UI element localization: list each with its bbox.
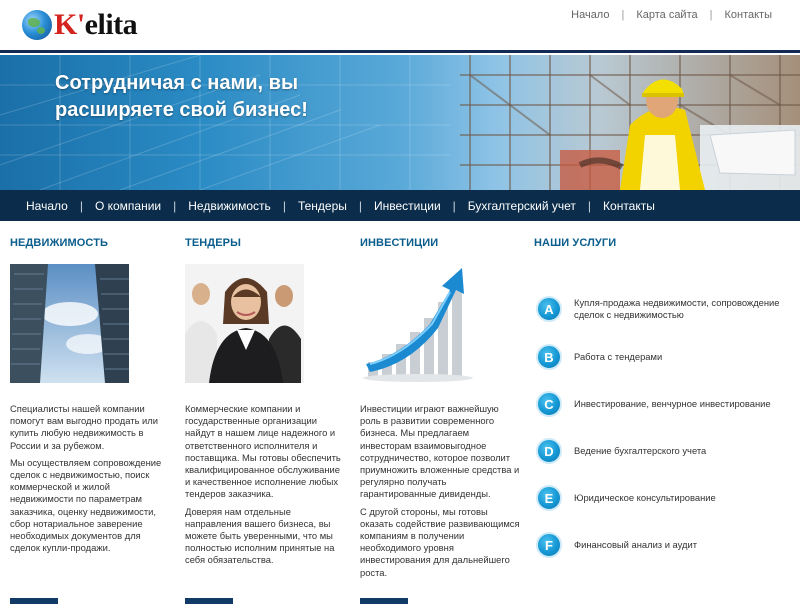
- letter-d-icon: D: [536, 438, 562, 464]
- service-label: Юридическое консультирование: [574, 491, 716, 503]
- service-label: Ведение бухгалтерского учета: [574, 444, 707, 456]
- service-item[interactable]: [536, 294, 796, 324]
- footer-accent: [185, 598, 233, 604]
- realty-paragraph-1: Специалисты нашей компании помогут вам выгодно продать или купить любую недвижимость в России и за рубежом.: [10, 403, 159, 451]
- nav-home[interactable]: Начало: [26, 198, 68, 213]
- realty-heading[interactable]: НЕДВИЖИМОСТЬ: [10, 237, 109, 249]
- nav-separator: |: [587, 198, 592, 213]
- tenders-section: [185, 237, 350, 566]
- site-logo[interactable]: [22, 8, 137, 42]
- nav-separator: |: [282, 198, 286, 213]
- nav-separator: |: [452, 198, 456, 213]
- service-item[interactable]: [536, 483, 796, 513]
- banner-title: Сотрудничая с нами, вы расширяете свой бизнес!: [55, 72, 308, 121]
- investments-paragraph-2: С другой стороны, мы готовы оказать содействие развивающимся компаниям в получении необходимого уровня инвестирования для дальнейшего роста.: [360, 505, 520, 578]
- realty-paragraph-2: Мы осуществляем сопровождение сделок с недвижимостью, поиск коммерческой и жилой недвижимости по параметрам заказчика, оценку недвижимости, сбор нотариальное заверение необходимых документов для сделок купли-продажи.: [10, 456, 162, 554]
- footer-accent: [10, 598, 58, 604]
- investments-section: [360, 237, 525, 578]
- site-header: [0, 0, 800, 52]
- footer-accent: [360, 598, 408, 604]
- main-nav: [0, 190, 800, 221]
- construction-worker-image: [560, 55, 800, 190]
- tenders-heading[interactable]: ТЕНДЕРЫ: [185, 237, 241, 249]
- top-nav-separator: |: [621, 9, 625, 21]
- service-label: Финансовый анализ и аудит: [574, 538, 698, 550]
- nav-tenders[interactable]: Тендеры: [297, 198, 347, 213]
- letter-e-icon: E: [536, 485, 562, 511]
- letter-c-icon: C: [536, 391, 562, 417]
- service-item[interactable]: [536, 530, 796, 560]
- service-item[interactable]: [536, 342, 796, 372]
- nav-separator: |: [358, 198, 362, 213]
- investments-heading[interactable]: ИНВЕСТИЦИИ: [360, 237, 439, 249]
- services-heading: НАШИ УСЛУГИ: [534, 237, 617, 249]
- realty-text: [10, 403, 170, 559]
- growth-chart-image: [360, 264, 479, 383]
- business-team-image: [185, 264, 304, 383]
- hero-banner: [0, 55, 800, 190]
- tenders-text: [185, 403, 345, 572]
- service-item[interactable]: [536, 389, 796, 419]
- letter-a-icon: A: [536, 296, 562, 322]
- tenders-paragraph-2: Доверяя нам отдельные направления вашего бизнеса, вы можете быть уверенными, что мы полностью исполним принятые на себя обязательства.: [185, 505, 335, 566]
- top-nav-home-link[interactable]: Начало: [571, 9, 610, 21]
- top-nav-contacts-link[interactable]: Контакты: [724, 9, 772, 21]
- service-label: Инвестирование, венчурное инвестирование: [574, 397, 771, 409]
- service-label: Работа с тендерами: [574, 350, 663, 362]
- nav-investments[interactable]: Инвестиции: [374, 198, 441, 213]
- nav-realty[interactable]: Недвижимость: [188, 198, 271, 213]
- top-nav-sitemap-link[interactable]: Карта сайта: [636, 9, 698, 21]
- letter-b-icon: B: [536, 344, 562, 370]
- tenders-paragraph-1: Коммерческие компании и государственные организации найдут в нашем лице надежного и ответственного исполнителя и поставщика. Мы готовы обеспечить квалифицированное обслуживание и качественное исполнение любых тендеров заказчика.: [185, 403, 341, 500]
- nav-contacts[interactable]: Контакты: [603, 198, 655, 213]
- logo-text: K'elita: [54, 8, 138, 41]
- services-section: [534, 237, 794, 553]
- top-nav-separator: |: [709, 9, 713, 21]
- nav-separator: |: [173, 198, 177, 213]
- nav-accounting[interactable]: Бухгалтерский учет: [467, 198, 576, 213]
- investments-paragraph-1: Инвестиции играют важнейшую роль в развитии современного бизнеса. Мы предлагаем инвесторам взаимовыгодное сотрудничество, которое позволит приумножить вложенные средства и регулярно получать гарантированные дивиденды.: [360, 403, 520, 500]
- service-item[interactable]: [536, 436, 796, 466]
- letter-f-icon: F: [536, 532, 562, 558]
- nav-separator: |: [79, 198, 83, 213]
- service-label: Купля-продажа недвижимости, сопровождение сделок с недвижимостью: [574, 296, 780, 320]
- investments-text: [360, 403, 520, 584]
- skyscrapers-image: [10, 264, 129, 383]
- top-nav: [571, 9, 772, 21]
- realty-section: [10, 237, 175, 554]
- globe-icon: [22, 10, 52, 40]
- nav-about[interactable]: О компании: [94, 198, 162, 213]
